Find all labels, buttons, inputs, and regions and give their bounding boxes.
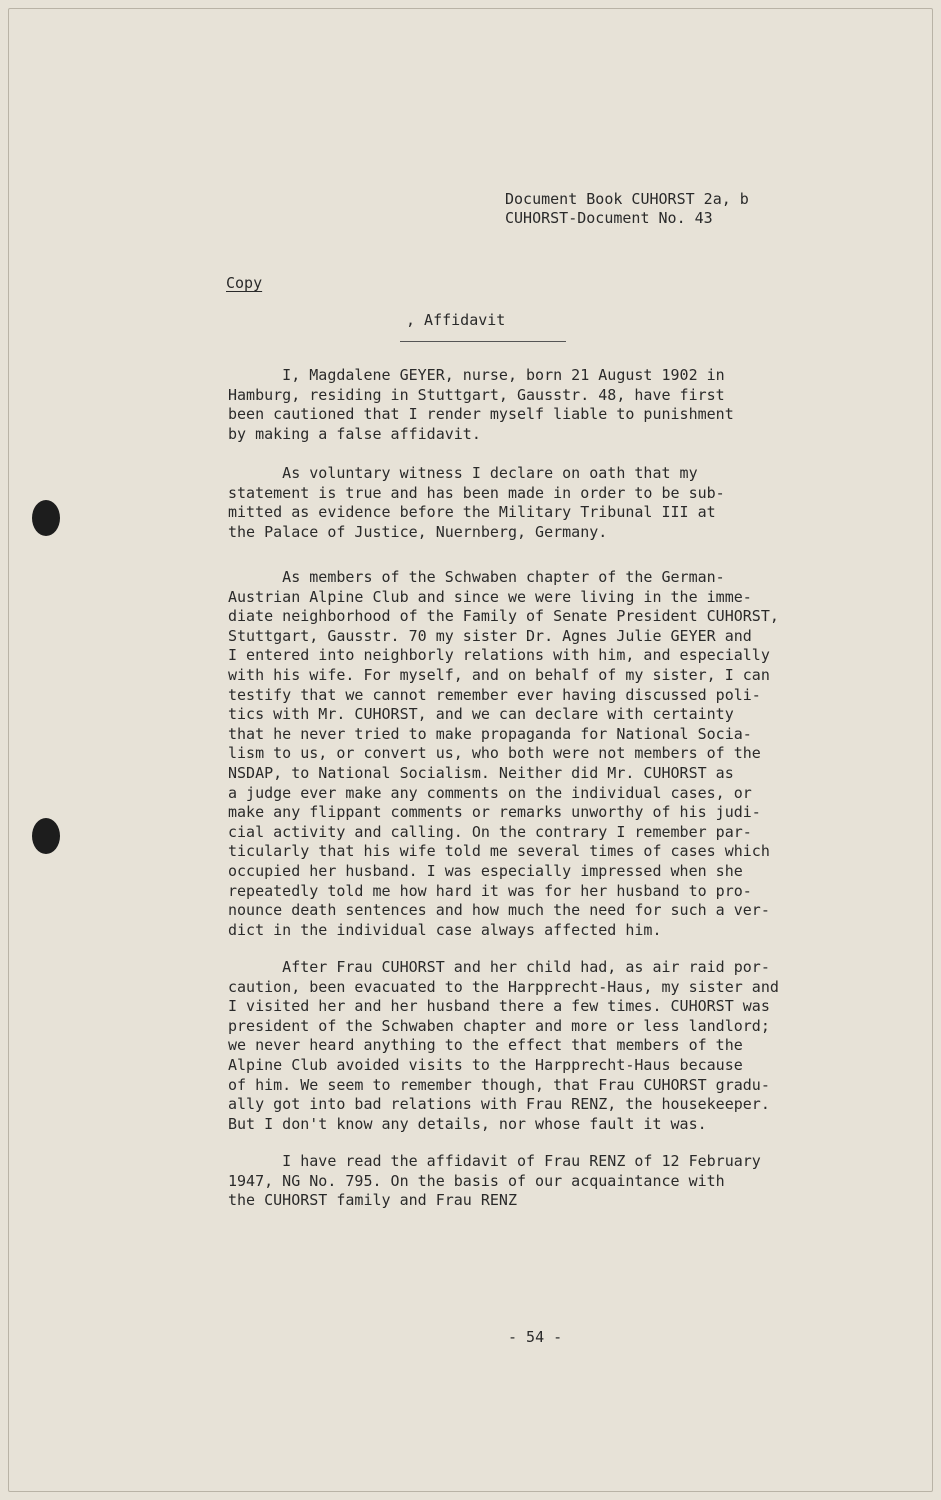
text-line: caution, been evacuated to the Harpprecht-Haus, my sister and	[228, 977, 779, 996]
text-line: ticularly that his wife told me several times of cases which	[228, 842, 770, 861]
text-line: mitted as evidence before the Military Tribunal III at	[228, 503, 716, 522]
text-line: that he never tried to make propaganda for National Socia-	[228, 724, 752, 743]
paragraph-identity	[228, 366, 848, 444]
text-line: nounce death sentences and how much the need for such a ver-	[228, 901, 770, 920]
text-line: Stuttgart, Gausstr. 70 my sister Dr. Agnes Julie GEYER and	[228, 626, 752, 645]
text-line: NSDAP, to National Socialism. Neither did Mr. CUHORST as	[228, 763, 734, 782]
text-line: with his wife. For myself, and on behalf of my sister, I can	[228, 665, 770, 684]
title-underline	[400, 341, 566, 342]
text-line: repeatedly told me how hard it was for her husband to pro-	[228, 881, 752, 900]
text-line: I entered into neighborly relations with him, and especially	[228, 646, 770, 665]
paragraph-relations	[228, 568, 848, 940]
document-number-line: CUHORST-Document No. 43	[505, 209, 713, 227]
text-line: occupied her husband. I was especially impressed when she	[228, 861, 743, 880]
text-line: Alpine Club avoided visits to the Harpprecht-Haus because	[228, 1055, 743, 1074]
text-line: been cautioned that I render myself liable to punishment	[228, 405, 734, 424]
text-line: tics with Mr. CUHORST, and we can declare with certainty	[228, 705, 734, 724]
text-line: diate neighborhood of the Family of Senate President CUHORST,	[228, 607, 779, 626]
text-line: But I don't know any details, nor whose fault it was.	[228, 1114, 707, 1133]
text-line: dict in the individual case always affected him.	[228, 920, 662, 939]
text-line: I visited her and her husband there a few times. CUHORST was	[228, 997, 770, 1016]
text-line: statement is true and has been made in order to be sub-	[228, 483, 725, 502]
text-line: Hamburg, residing in Stuttgart, Gausstr. 48, have first	[228, 385, 725, 404]
text-line: As members of the Schwaben chapter of the German-	[228, 568, 725, 586]
text-line: testify that we cannot remember ever having discussed poli-	[228, 685, 761, 704]
paragraph-oath	[228, 464, 848, 542]
page-number: - 54 -	[508, 1328, 563, 1346]
text-line: of him. We seem to remember though, that Frau CUHORST gradu-	[228, 1075, 770, 1094]
text-line: I have read the affidavit of Frau RENZ of 12 February	[228, 1152, 761, 1170]
paragraph-renz-affidavit	[228, 1152, 848, 1211]
text-line: I, Magdalene GEYER, nurse, born 21 August 1902 in	[228, 366, 725, 384]
paragraph-harpprecht-haus	[228, 958, 848, 1134]
document-reference	[505, 190, 749, 228]
text-line: As voluntary witness I declare on oath that my	[228, 464, 698, 482]
document-book-line: Document Book CUHORST 2a, b	[505, 190, 749, 208]
text-line: 1947, NG No. 795. On the basis of our acquaintance with	[228, 1171, 725, 1190]
text-line: ally got into bad relations with Frau RENZ, the housekeeper.	[228, 1095, 770, 1114]
text-line: make any flippant comments or remarks unworthy of his judi-	[228, 803, 761, 822]
text-line: by making a false affidavit.	[228, 424, 481, 443]
text-line: cial activity and calling. On the contrary I remember par-	[228, 822, 752, 841]
punch-hole-bottom	[32, 818, 60, 854]
punch-hole-top	[32, 500, 60, 536]
text-line: the CUHORST family and Frau RENZ	[228, 1191, 517, 1210]
text-line: lism to us, or convert us, who both were not members of the	[228, 744, 761, 763]
text-line: Austrian Alpine Club and since we were living in the imme-	[228, 587, 752, 606]
text-line: a judge ever make any comments on the individual cases, or	[228, 783, 752, 802]
text-line: After Frau CUHORST and her child had, as air raid por-	[228, 958, 770, 976]
text-line: president of the Schwaben chapter and more or less landlord;	[228, 1016, 770, 1035]
copy-label: Copy	[226, 274, 263, 292]
page-title: , Affidavit	[406, 311, 506, 329]
text-line: the Palace of Justice, Nuernberg, Germany.	[228, 522, 608, 541]
text-line: we never heard anything to the effect that members of the	[228, 1036, 743, 1055]
